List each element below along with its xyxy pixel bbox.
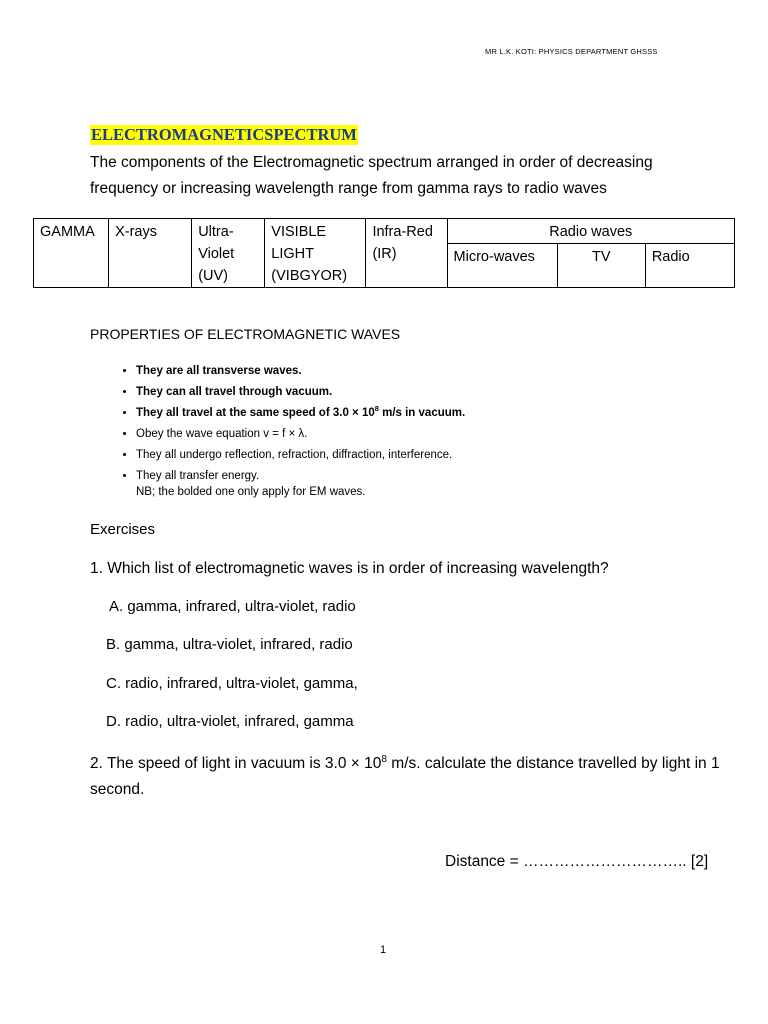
ir-line-1: Infra-Red — [372, 224, 433, 240]
property-item: • They all undergo reflection, refraction, diffraction, interference. — [136, 445, 656, 466]
distance-answer-line: Distance = ………………………….. [2] — [445, 853, 709, 870]
exercises-heading: Exercises — [90, 521, 156, 538]
document-title: ELECTROMAGNETICSPECTRUM — [91, 125, 357, 144]
properties-note: NB; the bolded one only apply for EM waves. — [136, 486, 366, 498]
cell-uv — [192, 219, 265, 288]
properties-heading: PROPERTIES OF ELECTROMAGNETIC WAVES — [90, 326, 401, 342]
uv-line-3: (UV) — [198, 268, 229, 284]
speed-prefix: They all travel at the same speed of 3.0 × 10 — [136, 407, 375, 419]
speed-exponent: 8 — [374, 404, 379, 414]
cell-radio: Radio — [645, 244, 734, 288]
visible-line-1: VISIBLE — [271, 224, 327, 240]
uv-line-2: Violet — [198, 246, 235, 262]
ir-line-2: (IR) — [372, 246, 397, 262]
property-item — [136, 403, 656, 424]
q1-option-c: C. radio, infrared, ultra-violet, gamma, — [106, 675, 358, 692]
cell-ir — [366, 219, 447, 288]
q1-option-b: B. gamma, ultra-violet, infrared, radio — [106, 636, 353, 653]
cell-gamma: GAMMA — [34, 219, 109, 288]
page-number: 1 — [380, 944, 387, 956]
uv-line-1: Ultra- — [198, 224, 234, 240]
question-2 — [90, 751, 720, 803]
properties-list — [112, 361, 656, 487]
q1-option-a: A. gamma, infrared, ultra-violet, radio — [109, 598, 356, 615]
spectrum-table — [33, 218, 735, 288]
cell-tv: TV — [557, 244, 645, 288]
property-item: • They all transfer energy. — [136, 466, 656, 487]
intro-paragraph: The components of the Electromagnetic spectrum arranged in order of decreasing frequency or increasing wavelength range from gamma rays to radio waves — [90, 154, 653, 197]
cell-radio-group: Radio waves — [447, 219, 734, 244]
cell-visible — [265, 219, 366, 288]
cell-microwaves: Micro-waves — [447, 244, 557, 288]
q2-suffix: m/s. calculate the distance travelled by light in 1 second. — [90, 755, 720, 798]
visible-line-3: (VIBGYOR) — [271, 268, 348, 284]
cell-xrays: X-rays — [109, 219, 192, 288]
speed-suffix: m/s in vacuum. — [378, 407, 466, 419]
property-item: • Obey the wave equation v = f × λ. — [136, 424, 656, 445]
q2-prefix: 2. The speed of light in vacuum is 3.0 × 10 — [90, 755, 382, 772]
property-item: • They are all transverse waves. — [136, 361, 656, 382]
page-header: MR L.K. KOTI: PHYSICS DEPARTMENT GHSSS — [485, 47, 658, 56]
visible-line-2: LIGHT — [271, 246, 314, 262]
property-item: • They can all travel through vacuum. — [136, 382, 656, 403]
q1-option-d: D. radio, ultra-violet, infrared, gamma — [106, 713, 354, 730]
q2-exponent: 8 — [381, 753, 387, 765]
question-1: 1. Which list of electromagnetic waves is in order of increasing wavelength? — [90, 560, 609, 577]
